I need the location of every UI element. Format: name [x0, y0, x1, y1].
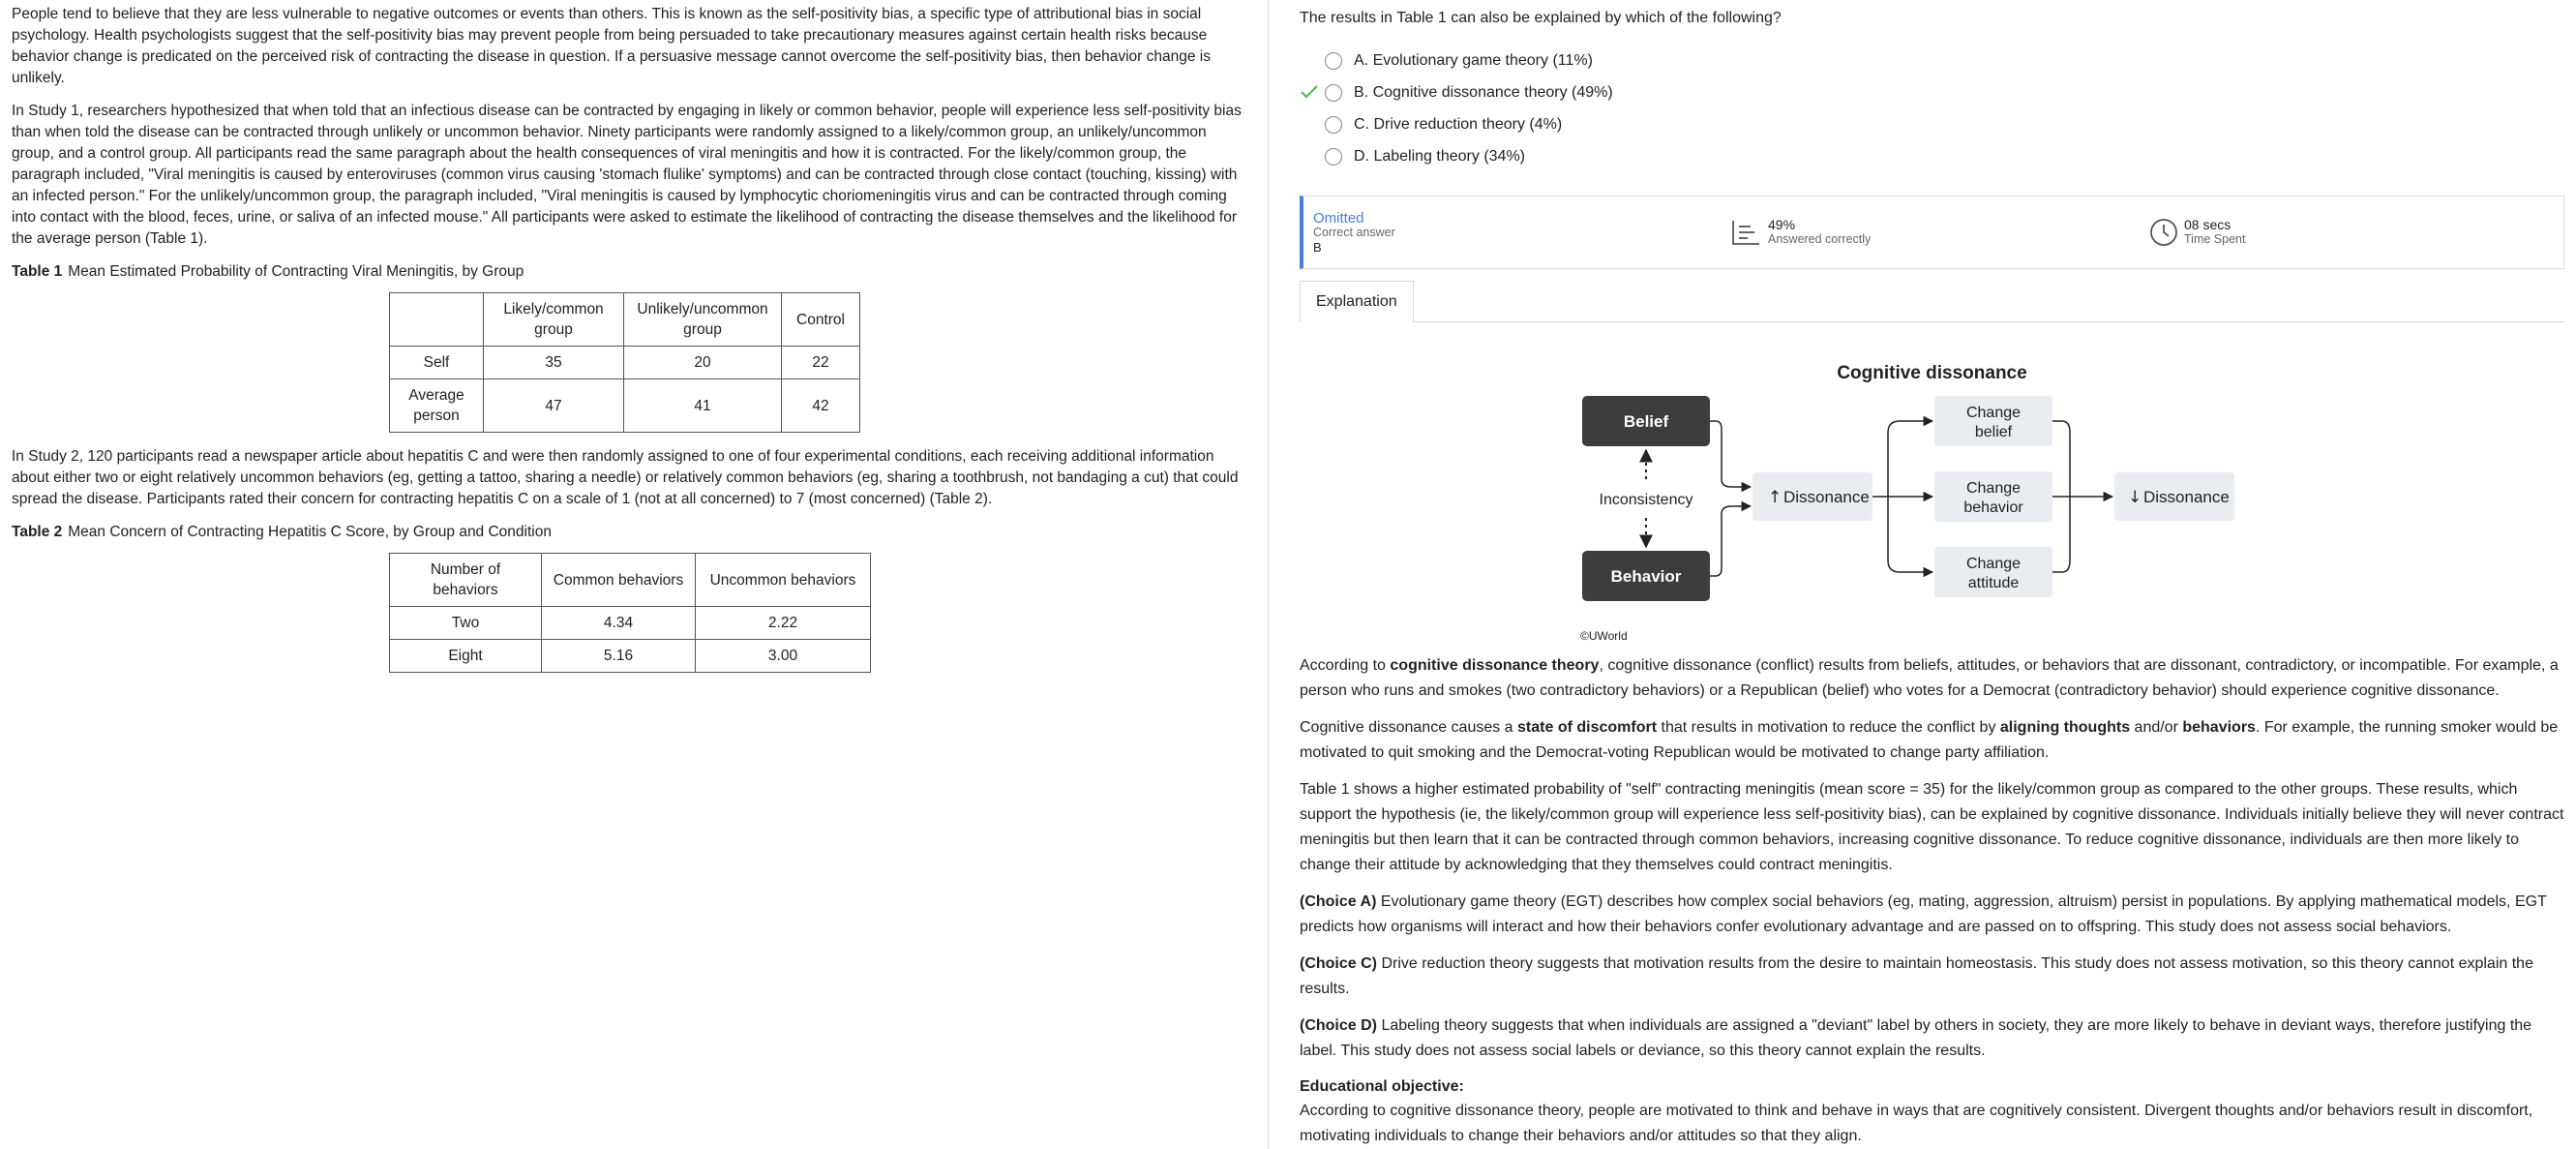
dissonance-down-label: Dissonance	[2143, 488, 2230, 506]
arrow-down-icon: ↓	[2128, 488, 2142, 507]
belief-label: Belief	[1623, 412, 1669, 431]
behavior-label: Behavior	[1610, 567, 1682, 586]
choice-c-explanation	[1300, 952, 2564, 1002]
copyright-text: ©UWorld	[1580, 629, 1628, 643]
merge-line-bottom	[2052, 497, 2070, 572]
table-header-row	[390, 293, 860, 347]
choice-letter: D.	[1354, 147, 1369, 165]
correct-answer-value: B	[1313, 239, 1322, 255]
choice-text: Labeling theory	[1373, 147, 1480, 165]
objective-heading: Educational objective:	[1300, 1078, 1464, 1095]
choice-label: (Choice D)	[1300, 1017, 1377, 1034]
table-cell: Unlikely/uncommon group	[624, 293, 782, 347]
choice-text: Drive reduction theory	[1373, 115, 1525, 133]
explanation-body	[1300, 653, 2564, 1149]
table-cell: Two	[390, 607, 542, 640]
choice-d-explanation	[1300, 1013, 2564, 1064]
table-cell: 2.22	[696, 607, 871, 640]
choice-percent: (11%)	[1552, 51, 1593, 69]
table-row	[390, 379, 860, 433]
choice-a-explanation	[1300, 890, 2564, 940]
table2-caption	[12, 522, 1268, 543]
cognitive-dissonance-diagram	[1580, 394, 2258, 646]
choice-c[interactable]	[1300, 108, 2564, 140]
bold-term: cognitive dissonance theory	[1390, 657, 1600, 674]
percent-label: Answered correctly	[1768, 232, 1872, 246]
bar-chart-icon	[1729, 217, 1762, 248]
table1	[389, 292, 860, 433]
table2	[389, 553, 871, 673]
radio-button[interactable]	[1325, 52, 1342, 70]
explanation-paragraph-1	[1300, 653, 2564, 704]
text-run: Drive reduction theory suggests that motivation results from the desire to maintain homeostasis. This study does not assess motivation, so this theory cannot explain the results.	[1300, 955, 2533, 997]
change-attitude-line2: attitude	[1967, 575, 2020, 591]
table-cell: 3.00	[696, 640, 871, 673]
diagram-title: Cognitive dissonance	[1837, 363, 2027, 383]
table-cell: Common behaviors	[542, 554, 696, 607]
table2-label: Table 2	[12, 524, 63, 540]
choice-label: (Choice A)	[1300, 893, 1377, 910]
change-behavior-line2: behavior	[1963, 499, 2023, 516]
bold-term: aligning thoughts	[1999, 719, 2131, 736]
choice-b[interactable]	[1300, 76, 2564, 108]
passage-panel	[0, 0, 1269, 1149]
time-block	[2149, 218, 2245, 247]
radio-button[interactable]	[1325, 116, 1342, 134]
table1-title: Mean Estimated Probability of Contracting Viral Meningitis, by Group	[68, 263, 524, 280]
dissonance-up-label: Dissonance	[1783, 488, 1870, 506]
status-label: Omitted	[1313, 209, 1364, 227]
choice-text: Cognitive dissonance theory	[1372, 83, 1568, 101]
text-run: . For example, the running smoker would be motivated to quit smoking and the Democrat-voting Republican would be motivated to change party affiliation.	[1300, 719, 2559, 761]
table2-title: Mean Concern of Contracting Hepatitis C Score, by Group and Condition	[68, 524, 552, 540]
stats-bar	[1300, 196, 2564, 269]
choice-label: (Choice C)	[1300, 955, 1377, 972]
table-cell: Number of behaviors	[390, 554, 542, 607]
text-run: and/or	[2130, 719, 2183, 736]
arrow-up-icon: ↑	[1768, 488, 1782, 507]
table-cell: Uncommon behaviors	[696, 554, 871, 607]
text-run: Evolutionary game theory (EGT) describes how complex social behaviors (eg, mating, aggression, altruism) persist in populations. By applying mathematical models, EGT predicts how organisms will interact and how their behaviors confer evolutionary advantage and are passed on to offspring. This study does not assess social behaviors.	[1300, 893, 2547, 935]
table-cell: Control	[782, 293, 860, 347]
change-attitude-line1: Change	[1965, 556, 2022, 572]
answer-choices	[1300, 45, 2564, 172]
table-cell: 47	[484, 379, 624, 433]
branch-arrow-bottom	[1888, 497, 1932, 572]
table-cell	[390, 293, 484, 347]
inconsistency-label: Inconsistency	[1599, 492, 1693, 508]
correct-check-icon	[1300, 83, 1319, 101]
table-row	[390, 347, 860, 379]
question-panel	[1269, 0, 2576, 1149]
table-cell: 4.34	[542, 607, 696, 640]
table-row	[390, 607, 871, 640]
radio-button[interactable]	[1325, 148, 1342, 166]
choice-a[interactable]	[1300, 45, 2564, 76]
choice-percent: (34%)	[1483, 147, 1526, 165]
change-belief-line1: Change	[1965, 405, 2022, 421]
radio-button[interactable]	[1325, 84, 1342, 102]
choice-d[interactable]	[1300, 140, 2564, 172]
tab-bar	[1300, 281, 2564, 322]
choice-letter: B.	[1354, 83, 1369, 101]
choice-text: Evolutionary game theory	[1372, 51, 1549, 69]
text-run: that results in motivation to reduce the conflict by	[1657, 719, 2000, 736]
time-value: 08 secs	[2184, 217, 2232, 232]
text-run: Labeling theory suggests that when individuals are assigned a "deviant" label by others in society, they are more likely to behave in deviant ways, therefore justifying the label. This study does not assess social labels or deviance, so this theory cannot explain the results.	[1300, 1017, 2532, 1059]
percent-value: 49%	[1768, 217, 1796, 232]
table-cell: Self	[390, 347, 484, 379]
table-cell: 22	[782, 347, 860, 379]
merge-line-top	[2052, 421, 2070, 497]
choice-percent: (49%)	[1572, 83, 1613, 101]
change-behavior-line1: Change	[1965, 480, 2022, 497]
behavior-connector	[1710, 506, 1751, 576]
clock-icon	[2149, 218, 2178, 247]
objective-text: According to cognitive dissonance theory, people are motivated to think and behave in ways that are cognitively consistent. Divergent thoughts and/or behaviors result in discomfort, motivating individuals to change their behaviors and/or attitudes so that they align.	[1300, 1103, 2533, 1144]
correct-answer-label: Correct answer	[1313, 225, 1395, 239]
passage-paragraph-1: People tend to believe that they are less vulnerable to negative outcomes or events than others. This is known as the self-positivity bias, a specific type of attributional bias in social psychology. Health psychologists suggest that the self-positivity bias may prevent people from being persuaded to take precautionary measures against certain health risks because behavior change is predicated on the perceived risk of contracting the disease in question. If a persuasive message cannot overcome the self-positivity bias, then behavior change is unlikely.	[12, 6, 1211, 86]
table-cell: 42	[782, 379, 860, 433]
table-cell: 35	[484, 347, 624, 379]
change-belief-line2: belief	[1974, 424, 2013, 440]
table1-caption	[12, 261, 1268, 283]
table-cell: 20	[624, 347, 782, 379]
choice-percent: (4%)	[1529, 115, 1563, 133]
table-cell: 5.16	[542, 640, 696, 673]
text-run: , cognitive dissonance (conflict) results from beliefs, attitudes, or behaviors that are dissonant, contradictory, or incompatible. For example, a person who runs and smokes (two contradictory behaviors) or a Republican (belief) who votes for a Democrat (contradictory behavior) should experience cognitive dissonance.	[1300, 657, 2559, 699]
omitted-block	[1303, 211, 1729, 255]
table-header-row	[390, 554, 871, 607]
bold-term: behaviors	[2182, 719, 2256, 736]
time-label: Time Spent	[2184, 232, 2246, 246]
table1-label: Table 1	[12, 263, 63, 280]
passage-paragraph-3: In Study 2, 120 participants read a newspaper article about hepatitis C and were then randomly assigned to one of four experimental conditions, each receiving additional information about either two or eight relatively uncommon behaviors (eg, getting a tattoo, sharing a needle) or relatively common behaviors (eg, sharing a toothbrush, not bandaging a cut) that could spread the disease. Participants rated their concern for contracting hepatitis C on a scale of 1 (not at all concerned) to 7 (most concerned) (Table 2).	[12, 448, 1239, 507]
explanation-paragraph-3: Table 1 shows a higher estimated probability of "self" contracting meningitis (mean score = 35) for the likely/common group as compared to the other groups. These results, which support the hypothesis (ie, the likely/common group will experience less self-positivity bias), can be explained by cognitive dissonance. Individuals initially believe they will never contract meningitis but then learn that it can be contracted through common behaviors, increasing cognitive dissonance. To reduce cognitive dissonance, individuals are then more likely to change their attitude by acknowledging that they themselves could contract meningitis.	[1300, 781, 2564, 873]
belief-connector	[1710, 421, 1751, 487]
tab-explanation[interactable]: Explanation	[1300, 281, 1414, 322]
question-stem: The results in Table 1 can also be explained by which of the following?	[1300, 10, 1782, 26]
table-cell: 41	[624, 379, 782, 433]
explanation-paragraph-2	[1300, 715, 2564, 766]
percent-block	[1729, 217, 2149, 248]
choice-letter: A.	[1354, 51, 1369, 69]
table-row	[390, 640, 871, 673]
text-run: Cognitive dissonance causes a	[1300, 719, 1518, 736]
table-cell: Likely/common group	[484, 293, 624, 347]
choice-letter: C.	[1354, 115, 1369, 133]
table-cell: Eight	[390, 640, 542, 673]
text-run: According to	[1300, 657, 1391, 674]
branch-arrow-top	[1888, 421, 1932, 497]
bold-term: state of discomfort	[1517, 719, 1658, 736]
passage-paragraph-2: In Study 1, researchers hypothesized that when told that an infectious disease can be contracted by engaging in likely or common behavior, people will experience less self-positivity bias than when told the disease can be contracted through unlikely or uncommon behavior. Ninety participants were randomly assigned to a likely/common group, an unlikely/uncommon group, and a control group. All participants read the same paragraph about the health consequences of viral meningitis and how it is contracted. For the likely/common group, the paragraph included, "Viral meningitis is caused by enteroviruses (common virus causing 'stomach flulike' symptoms) and can be contracted through close contact (touching, kissing) with an infected person." For the unlikely/uncommon group, the paragraph included, "Viral meningitis is caused by lymphocytic choriomeningitis virus and can be contracted through coming into contact with the blood, feces, urine, or saliva of an infected mouse." All participants were asked to estimate the likelihood of contracting the disease themselves and the likelihood for the average person (Table 1).	[12, 103, 1242, 247]
table-cell: Average person	[390, 379, 484, 433]
